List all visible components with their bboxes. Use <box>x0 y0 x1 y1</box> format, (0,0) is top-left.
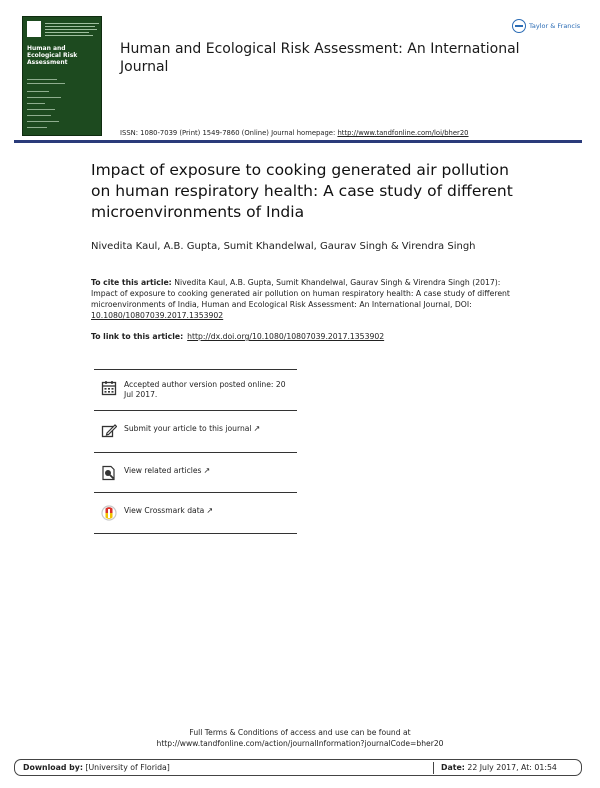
downloaded-by-label: Download by: <box>23 763 83 772</box>
citation-block <box>91 277 521 321</box>
article-link-label: To link to this article: <box>91 332 184 341</box>
crossmark-icon <box>101 505 117 525</box>
citation-doi-link[interactable]: 10.1080/10807039.2017.1353902 <box>91 311 224 320</box>
article-authors: Nivedita Kaul, A.B. Gupta, Sumit Khandelwal, Gaurav Singh & Virendra Singh <box>91 241 476 252</box>
journal-homepage-link[interactable]: http://www.tandfonline.com/loi/bher20 <box>337 129 469 137</box>
calendar-icon <box>101 380 117 400</box>
download-bar-divider <box>433 762 434 774</box>
external-link-icon: ↗ <box>253 424 261 433</box>
download-date-value: 22 July 2017, At: 01:54 <box>464 763 557 772</box>
cover-logo <box>27 21 41 37</box>
cover-header <box>27 21 99 43</box>
terms-text: Full Terms & Conditions of access and use can be found at <box>189 728 411 737</box>
citation-label: To cite this article: <box>91 278 172 287</box>
crossmark-row[interactable] <box>94 493 297 534</box>
article-doi-link[interactable]: http://dx.doi.org/10.1080/10807039.2017.1353902 <box>187 332 385 341</box>
search-document-icon <box>101 465 117 485</box>
related-articles-link[interactable]: View related articles <box>124 466 202 475</box>
article-title: Impact of exposure to cooking generated air pollution on human respiratory health: A case study of different microenvironments of India <box>91 161 513 221</box>
issn-text: ISSN: 1080-7039 (Print) 1549-7860 (Online) Journal homepage: <box>120 129 338 137</box>
download-info-bar <box>14 759 582 776</box>
submit-article-link[interactable]: Submit your article to this journal <box>124 424 252 433</box>
downloaded-by <box>23 760 170 775</box>
article-link-line <box>91 332 384 341</box>
accepted-version-text: Accepted author version posted online: 20 Jul 2017. <box>124 380 286 399</box>
publisher-logo-icon <box>512 19 526 33</box>
download-date-label: Date: <box>441 763 465 772</box>
journal-cover-image <box>22 16 102 136</box>
citation-text: Nivedita Kaul, A.B. Gupta, Sumit Khandelwal, Gaurav Singh & Virendra Singh (2017): Impact of exposure to cooking generated air pollution on human respiratory health: A case study of different microenvironments of India, Human and Ecological Risk Assessment: An International Journal, DOI: <box>91 278 510 309</box>
accepted-version-row <box>94 369 297 411</box>
crossmark-link[interactable]: View Crossmark data <box>124 506 205 515</box>
article-info-box <box>94 369 297 534</box>
header-divider <box>14 140 582 143</box>
external-link-icon: ↗ <box>203 466 211 475</box>
downloaded-by-value: [University of Florida] <box>82 763 170 772</box>
terms-link[interactable]: http://www.tandfonline.com/action/journalInformation?journalCode=bher20 <box>156 739 444 748</box>
edit-icon <box>101 423 117 443</box>
publisher-logo <box>512 16 584 36</box>
related-articles-row[interactable] <box>94 453 297 493</box>
journal-title: Human and Ecological Risk Assessment: An International Journal <box>120 41 520 75</box>
download-date <box>441 760 557 775</box>
cover-title: Human and Ecological Risk Assessment <box>27 45 78 66</box>
terms-notice <box>0 727 600 749</box>
submit-article-row[interactable] <box>94 411 297 453</box>
external-link-icon: ↗ <box>206 506 214 515</box>
publisher-logo-text: Taylor & Francis <box>529 21 581 30</box>
issn-line <box>120 129 469 137</box>
